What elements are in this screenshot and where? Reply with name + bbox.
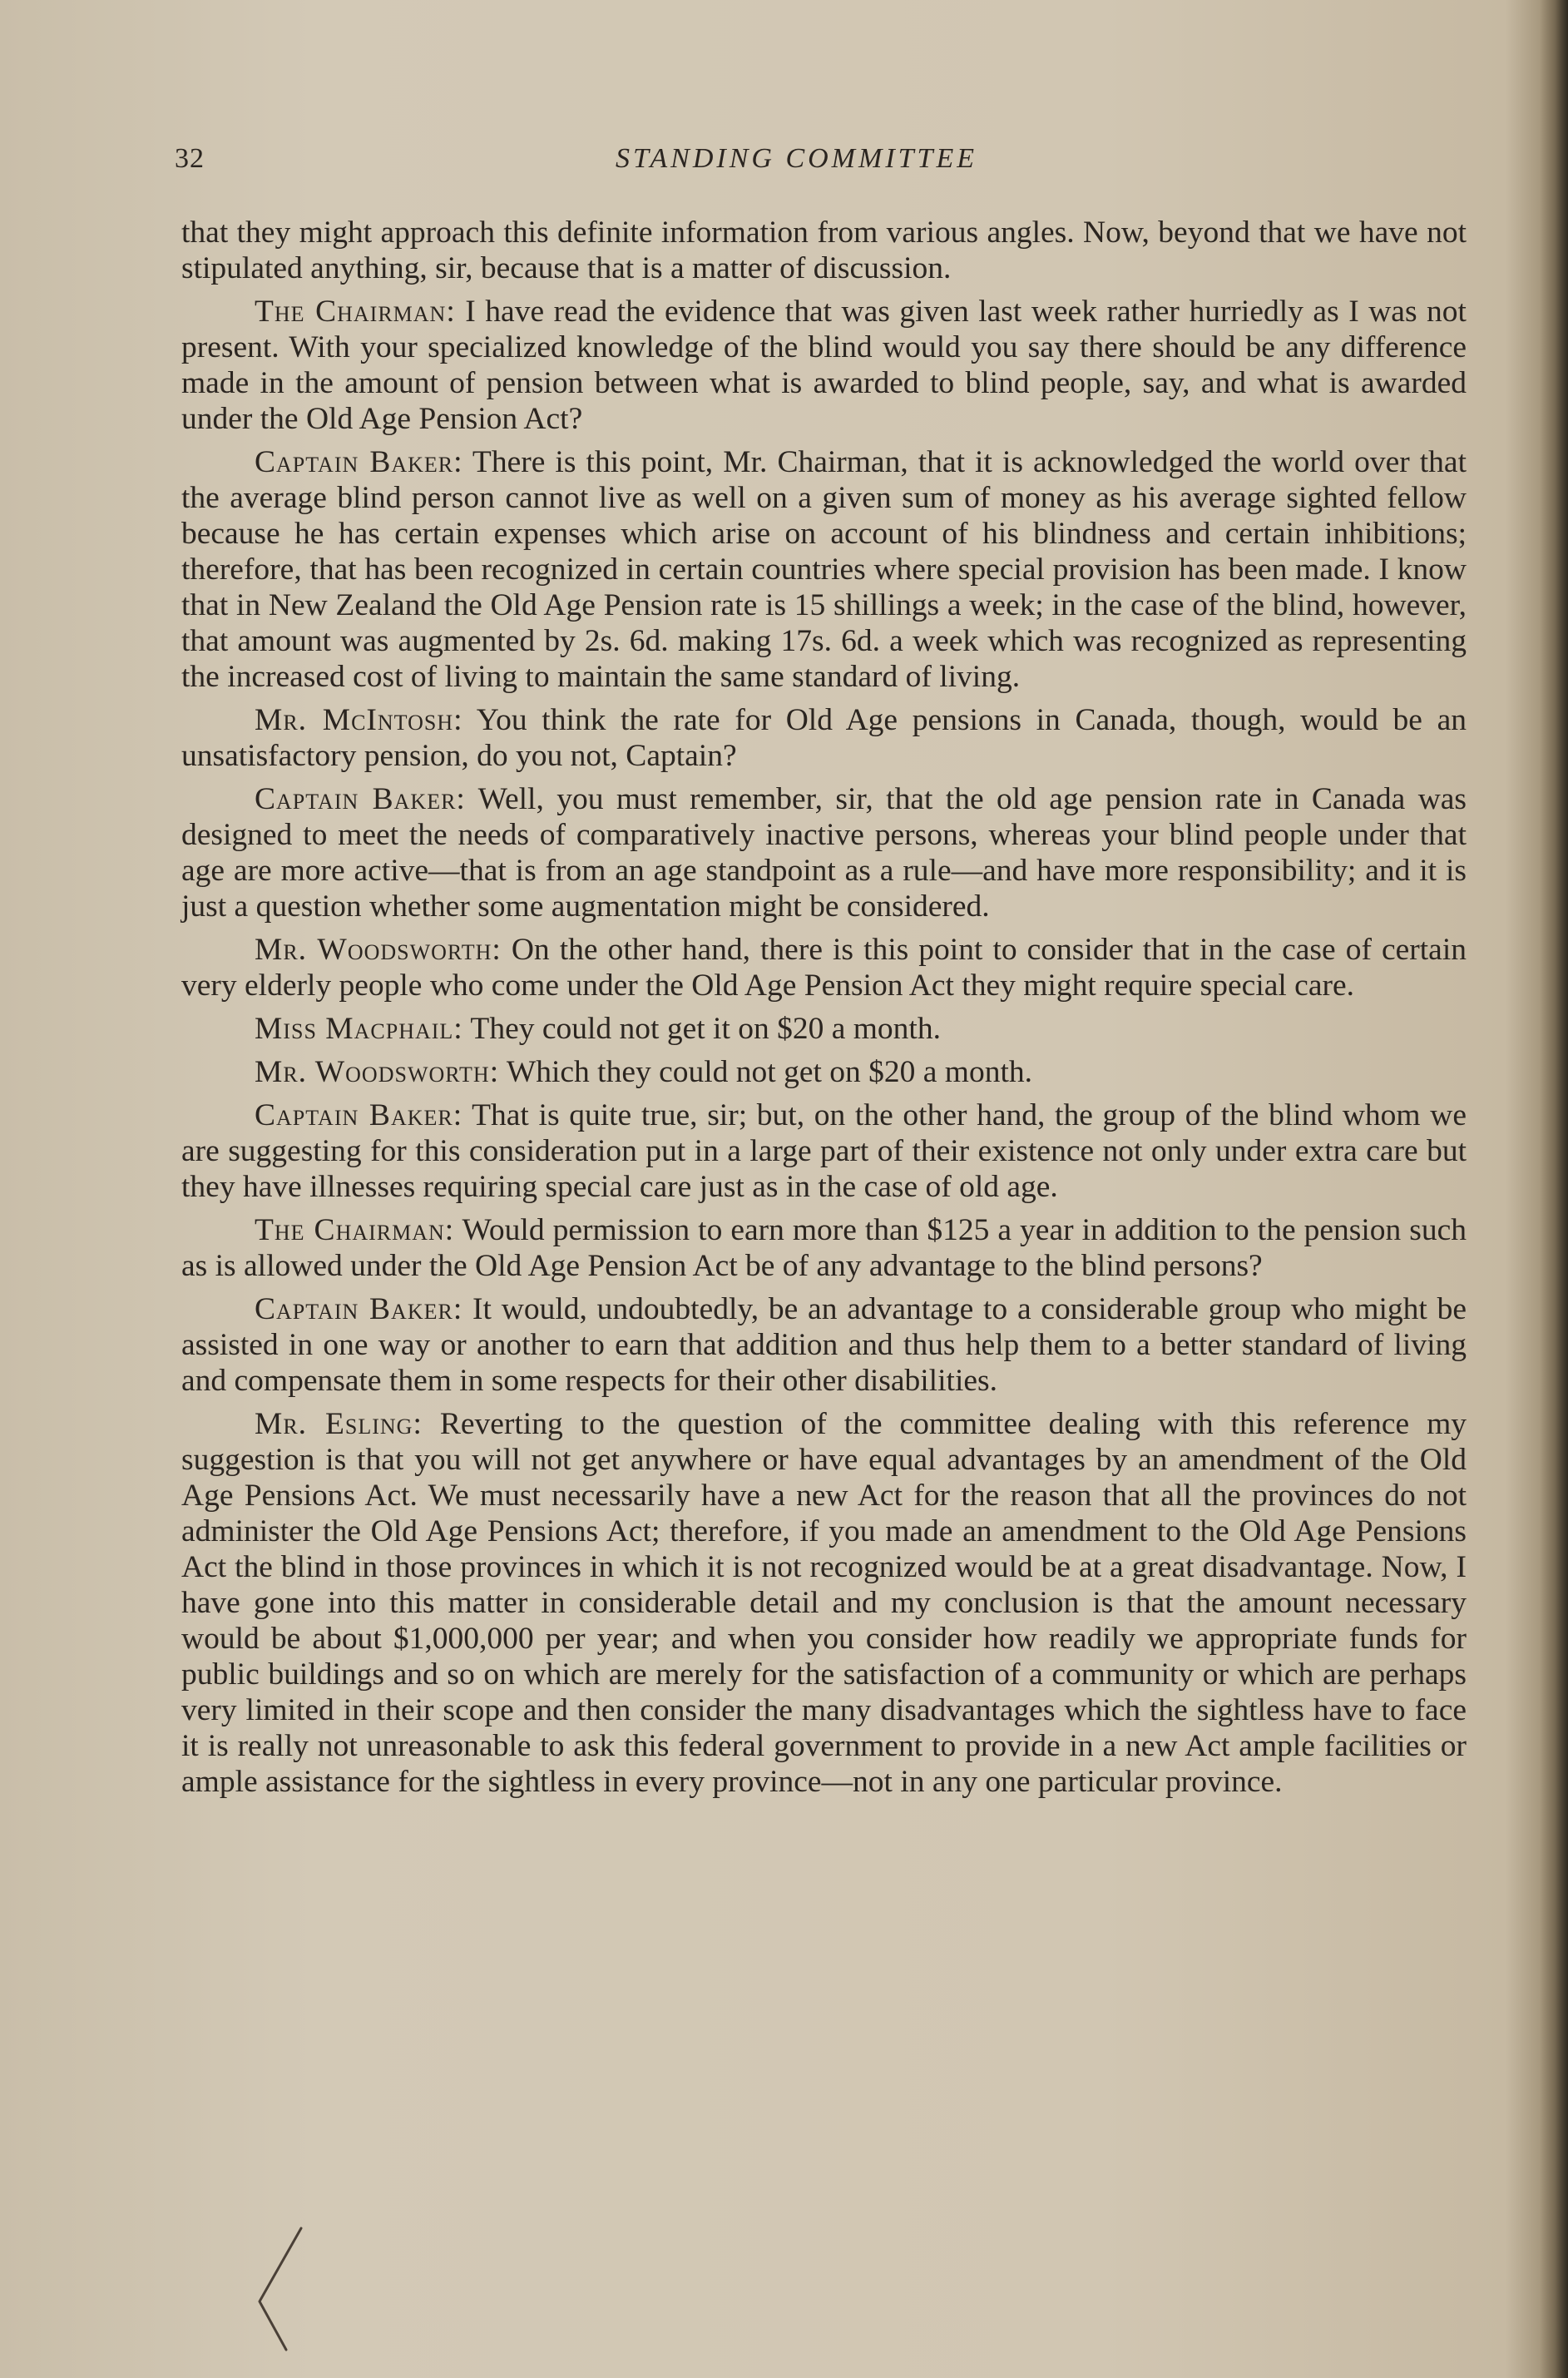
speaker-name: Miss Macphail: [255,1012,463,1046]
page-number: 32 [175,143,205,174]
paragraph-text: I have read the evidence that was given last week rather hurriedly as I was not present. With your specialized knowledge of the blind would you say there should be any difference made in the amount of pension between what is awarded to blind people, say, and what is awarded under the Old Age Pension Act? [181,295,1467,436]
paragraph-text: Well, you must remember, sir, that the old age pension rate in Canada was designed to meet the needs of comparatively inactive persons, whereas your blind people under that age are more active—that is from an age standpoint as a rule—and have more responsibility; and it is just a question whether some augmentation might be considered. [181,782,1467,924]
paragraph [181,702,1467,774]
speaker-name: Captain Baker: [255,1098,463,1132]
speaker-name: The Chairman: [255,1213,455,1247]
speaker-name: The Chairman: [255,295,456,329]
paragraph-text: That is quite true, sir; but, on the other hand, the group of the blind whom we are suggesting for this consideration put in a large part of their existence not only under extra care but they have illnesses requiring special care just as in the case of old age. [181,1098,1467,1204]
paragraph-text: You think the rate for Old Age pensions in Canada, though, would be an unsatisfactory pension, do you not, Captain? [181,703,1467,773]
speaker-name: Captain Baker: [255,1292,463,1326]
page-header [175,143,1472,185]
paragraph-text: On the other hand, there is this point to consider that in the case of certain very elderly people who come under the Old Age Pension Act they might require special care. [181,933,1467,1003]
page-edge-shadow [1540,0,1568,2378]
paragraph [181,1011,1467,1047]
paragraph [181,215,1467,286]
pencil-mark-icon [250,2222,316,2355]
paragraph [181,1097,1467,1205]
transcript-body [181,215,1467,1807]
paragraph-text: They could not get it on $20 a month. [462,1012,941,1046]
paragraph-text: Which they could not get on $20 a month. [499,1055,1032,1089]
running-head: STANDING COMMITTEE [616,143,977,174]
paragraph [181,1406,1467,1800]
paragraph [181,294,1467,437]
speaker-name: Mr. Woodsworth: [255,1055,500,1089]
paragraph-text: There is this point, Mr. Chairman, that it is acknowledged the world over that the average blind person cannot live as well on a given sum of money as his average sighted fellow because he has certain expenses which arise on account of his blindness and certain inhibitions; therefore, that has been recognized in certain countries where special provision has been made. I know that in New Zealand the Old Age Pension rate is 15 shillings a week; in the case of the blind, however, that amount was augmented by 2s. 6d. making 17s. 6d. a week which was recognized as representing the increased cost of living to maintain the same standard of living. [181,445,1467,694]
paragraph-text: that they might approach this definite information from various angles. Now, beyond that we have not stipulated anything, sir, because that is a matter of discussion. [181,216,1467,285]
paragraph-text: Would permission to earn more than $125 a year in addition to the pension such as is allowed under the Old Age Pension Act be of any advantage to the blind persons? [181,1213,1467,1283]
speaker-name: Mr. Esling: [255,1407,423,1441]
speaker-name: Mr. McIntosh: [255,703,463,737]
paragraph [181,781,1467,924]
paragraph [181,444,1467,695]
paragraph [181,1212,1467,1284]
speaker-name: Mr. Woodsworth: [255,933,502,967]
speaker-name: Captain Baker: [255,782,466,816]
paragraph [181,1291,1467,1399]
paragraph-text: It would, undoubtedly, be an advantage to a considerable group who might be assisted in one way or another to earn that addition and thus help them to a better standard of living and compensate them in some respects for their other disabilities. [181,1292,1467,1398]
paragraph-text: Reverting to the question of the committee dealing with this reference my suggestion is that you will not get anywhere or have equal advantages by an amendment of the Old Age Pensions Act. We must necessarily have a new Act for the reason that all the provinces do not administer the Old Age Pensions Act; therefore, if you made an amendment to the Old Age Pensions Act the blind in those provinces in which it is not recognized would be at a great disadvantage. Now, I have gone into this matter in considerable detail and my conclusion is that the amount necessary would be about $1,000,000 per year; and when you consider how readily we appropriate funds for public buildings and so on which are merely for the satisfaction of a community or which are perhaps very limited in their scope and then consider the many disadvantages which the sightless have to face it is really not unreasonable to ask this federal government to provide in a new Act ample facilities or ample assistance for the sightless in every province—not in any one particular province. [181,1407,1467,1799]
paragraph [181,932,1467,1003]
paragraph [181,1054,1467,1090]
speaker-name: Captain Baker: [255,445,463,479]
